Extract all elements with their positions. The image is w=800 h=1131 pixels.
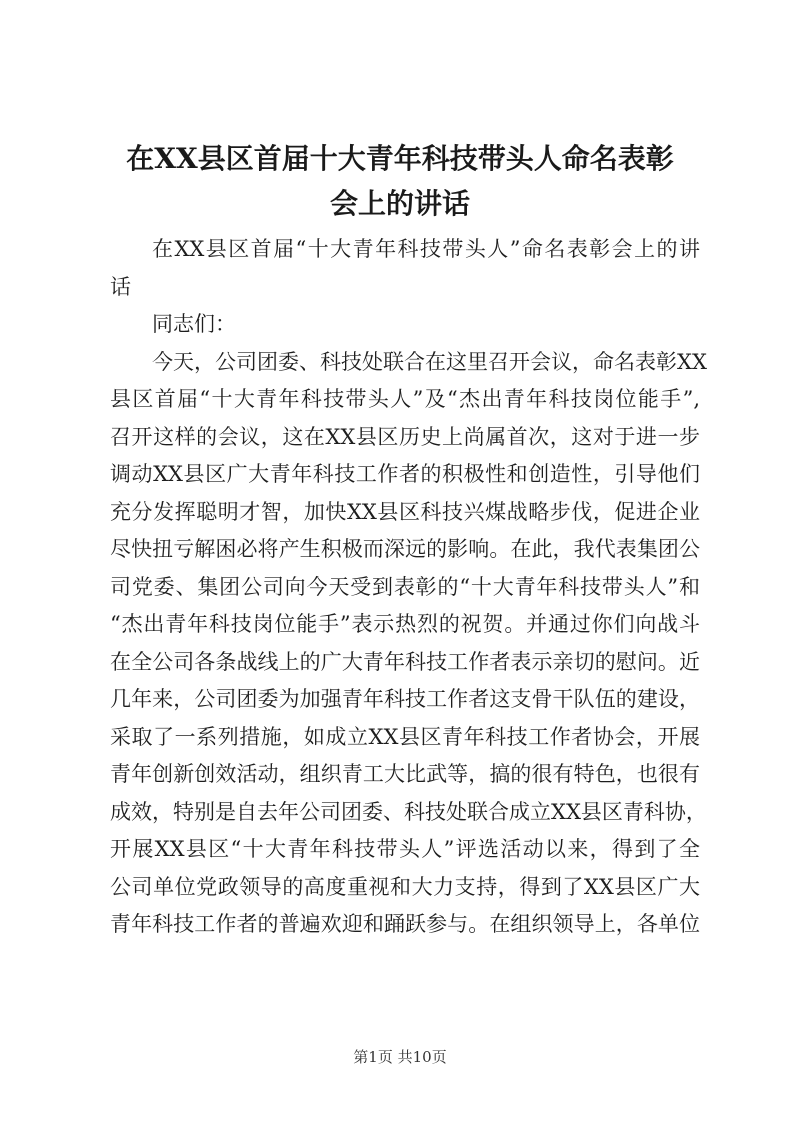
document-body <box>110 231 707 944</box>
body-line: “杰出青年科技岗位能手”表示热烈的祝贺。并通过你们向战斗 <box>110 612 700 636</box>
body-line: 青年科技工作者的普遍欢迎和踊跃参与。在组织领导上，各单位 <box>110 912 700 936</box>
body-line: 县区首届“十大青年科技带头人”及“杰出青年科技岗位能手”, <box>110 387 700 411</box>
body-line: 在XX县区首届“十大青年科技带头人”命名表彰会上的讲 <box>152 237 700 261</box>
body-line: 今天，公司团委、科技处联合在这里召开会议，命名表彰XX <box>152 349 707 374</box>
body-line: 司党委、集团公司向今天受到表彰的“十大青年科技带头人”和 <box>110 574 700 599</box>
document-title-line-2: 会上的讲话 <box>329 187 470 220</box>
body-line: 几年来，公司团委为加强青年科技工作者这支骨干队伍的建设， <box>110 687 700 711</box>
body-line: 召开这样的会议，这在XX县区历史上尚属首次，这对于进一步 <box>110 424 700 449</box>
body-line: 在全公司各条战线上的广大青年科技工作者表示亲切的慰问。近 <box>110 649 700 674</box>
body-line: 尽快扭亏解困必将产生积极而深远的影响。在此，我代表集团公 <box>110 537 700 561</box>
body-line: 充分发挥聪明才智，加快XX县区科技兴煤战略步伐，促进企业 <box>110 499 700 524</box>
body-line: 开展XX县区“十大青年科技带头人”评选活动以来，得到了全 <box>110 837 700 861</box>
body-line: 同志们： <box>152 312 236 336</box>
page-footer: 第1页 共10页 <box>353 1048 447 1066</box>
body-line: 话 <box>110 274 131 299</box>
body-line: 采取了一系列措施，如成立XX县区青年科技工作者协会，开展 <box>110 724 700 749</box>
body-line: 成效，特别是自去年公司团委、科技处联合成立XX县区青科协， <box>110 799 707 824</box>
body-line: 公司单位党政领导的高度重视和大力支持，得到了XX县区广大 <box>110 874 700 899</box>
document-title-line-1: 在XX县区首届十大青年科技带头人命名表彰 <box>126 142 674 175</box>
body-line: 青年创新创效活动，组织青工大比武等，搞的很有特色，也很有 <box>110 762 700 786</box>
body-line: 调动XX县区广大青年科技工作者的积极性和创造性，引导他们 <box>110 462 700 486</box>
